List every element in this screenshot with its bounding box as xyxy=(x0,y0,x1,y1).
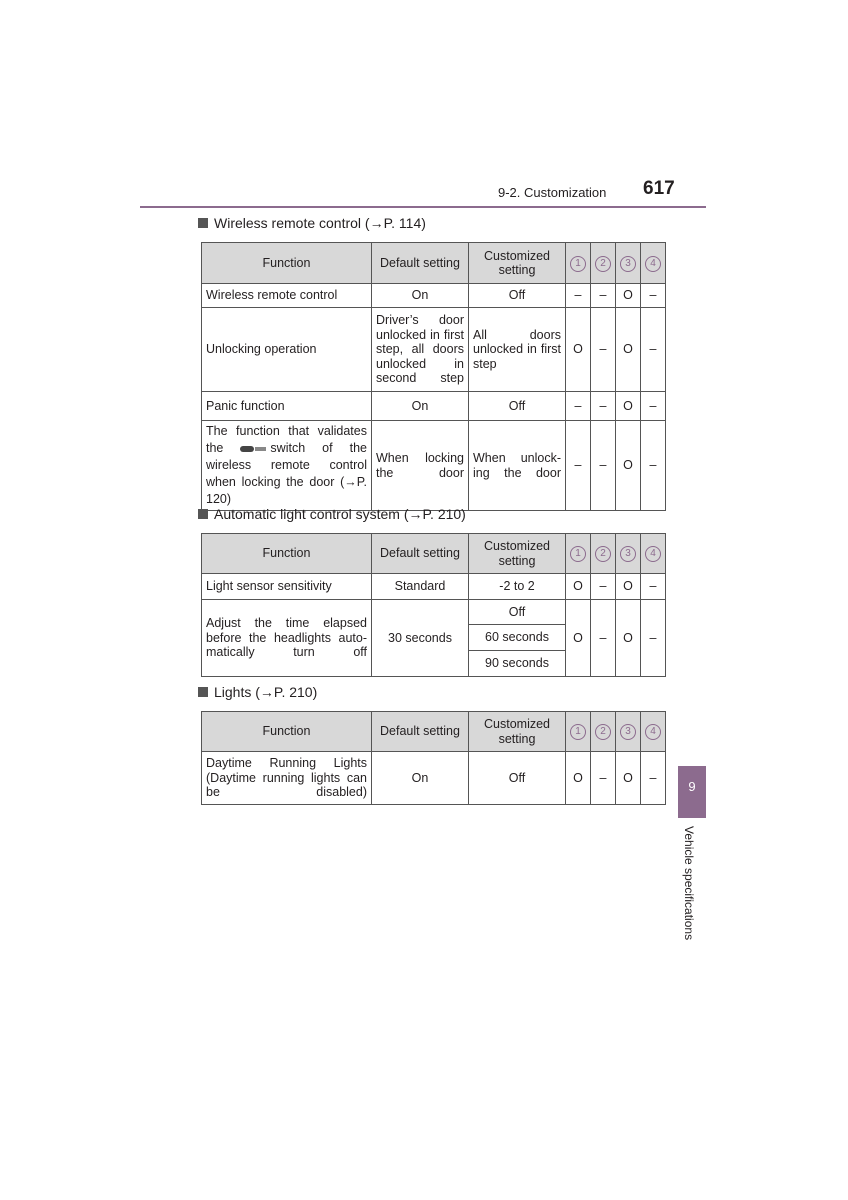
row-customized: All doors unlocked in first step xyxy=(469,308,566,392)
car-key-icon xyxy=(240,445,266,453)
row-customized: Off xyxy=(469,392,566,421)
row-function: Panic function xyxy=(202,392,372,421)
table-header-row xyxy=(202,534,666,574)
row-default: On xyxy=(372,752,469,805)
table-row xyxy=(202,392,666,421)
chapter-tab: 9 xyxy=(678,766,706,818)
table-light-control xyxy=(201,533,666,677)
section-heading: 9-2. Customization xyxy=(498,185,607,200)
circle-2-icon: 2 xyxy=(595,256,611,272)
row-customized: Off xyxy=(469,752,566,805)
mark-3: O xyxy=(616,284,641,308)
row-function: Adjust the time elapsed before the headlights auto-matically turn off xyxy=(202,600,372,677)
section-title-wireless: Wireless remote control (→P. 114) xyxy=(198,215,426,231)
row-customized: Off xyxy=(469,284,566,308)
mark-2: – xyxy=(591,308,616,392)
table-wireless-remote xyxy=(201,242,666,511)
col-default: Default setting xyxy=(372,243,469,284)
col-customized: Customized setting xyxy=(469,534,566,574)
mark-2: – xyxy=(591,392,616,421)
row-customized: -2 to 2 xyxy=(469,574,566,600)
mark-3: O xyxy=(616,752,641,805)
circle-4-icon: 4 xyxy=(645,256,661,272)
table-row xyxy=(202,574,666,600)
col-function: Function xyxy=(202,243,372,284)
section-title-light-control: Automatic light control system (→P. 210) xyxy=(198,506,466,522)
square-bullet-icon xyxy=(198,509,208,519)
header-rule xyxy=(140,206,706,208)
row-function: Unlocking operation xyxy=(202,308,372,392)
circle-2-icon: 2 xyxy=(595,724,611,740)
circle-3-icon: 3 xyxy=(620,256,636,272)
table-header-row xyxy=(202,712,666,752)
mark-3: O xyxy=(616,392,641,421)
col-customized: Customized setting xyxy=(469,243,566,284)
col-function: Function xyxy=(202,534,372,574)
chapter-label: Vehicle specifications xyxy=(682,826,696,941)
circle-3-icon: 3 xyxy=(620,546,636,562)
mark-2: – xyxy=(591,752,616,805)
col-function: Function xyxy=(202,712,372,752)
table-row xyxy=(202,752,666,805)
col-default: Default setting xyxy=(372,712,469,752)
circle-1-icon: 1 xyxy=(570,724,586,740)
row-customized-option: 60 seconds xyxy=(469,625,566,651)
col-default: Default setting xyxy=(372,534,469,574)
mark-3: O xyxy=(616,421,641,511)
mark-1: O xyxy=(566,752,591,805)
page-number: 617 xyxy=(643,178,675,199)
circle-1-icon: 1 xyxy=(570,546,586,562)
row-function: Light sensor sensitivity xyxy=(202,574,372,600)
circle-1-icon: 1 xyxy=(570,256,586,272)
row-function: The function that validates the switch of the wireless remote control when locking the door (→P. 120) xyxy=(202,421,372,511)
table-header-row xyxy=(202,243,666,284)
circle-4-icon: 4 xyxy=(645,546,661,562)
mark-3: O xyxy=(616,600,641,677)
circle-2-icon: 2 xyxy=(595,546,611,562)
mark-1: – xyxy=(566,284,591,308)
mark-3: O xyxy=(616,308,641,392)
row-customized-option: 90 seconds xyxy=(469,651,566,677)
mark-2: – xyxy=(591,574,616,600)
circle-4-icon: 4 xyxy=(645,724,661,740)
row-function: Wireless remote control xyxy=(202,284,372,308)
mark-1: O xyxy=(566,574,591,600)
row-customized: When unlock-ing the door xyxy=(469,421,566,511)
row-function: Daytime Running Lights (Daytime running lights can be disabled) xyxy=(202,752,372,805)
col-customized: Customized setting xyxy=(469,712,566,752)
mark-1: O xyxy=(566,308,591,392)
row-default: 30 seconds xyxy=(372,600,469,677)
mark-3: O xyxy=(616,574,641,600)
table-row xyxy=(202,284,666,308)
circle-3-icon: 3 xyxy=(620,724,636,740)
mark-4: – xyxy=(641,392,666,421)
mark-2: – xyxy=(591,421,616,511)
row-default: Driver’s door unlocked in first step, all doors unlocked in second step xyxy=(372,308,469,392)
row-default: On xyxy=(372,284,469,308)
table-row xyxy=(202,308,666,392)
mark-4: – xyxy=(641,308,666,392)
table-lights xyxy=(201,711,666,805)
mark-2: – xyxy=(591,600,616,677)
table-row xyxy=(202,600,666,625)
table-row xyxy=(202,421,666,511)
section-title-lights: Lights (→P. 210) xyxy=(198,684,317,700)
mark-1: – xyxy=(566,392,591,421)
mark-2: – xyxy=(591,284,616,308)
mark-1: O xyxy=(566,600,591,677)
row-default: When locking the door xyxy=(372,421,469,511)
mark-4: – xyxy=(641,284,666,308)
mark-4: – xyxy=(641,600,666,677)
mark-4: – xyxy=(641,574,666,600)
row-customized-option: Off xyxy=(469,600,566,625)
square-bullet-icon xyxy=(198,218,208,228)
mark-4: – xyxy=(641,752,666,805)
square-bullet-icon xyxy=(198,687,208,697)
row-default: Standard xyxy=(372,574,469,600)
row-default: On xyxy=(372,392,469,421)
mark-1: – xyxy=(566,421,591,511)
mark-4: – xyxy=(641,421,666,511)
